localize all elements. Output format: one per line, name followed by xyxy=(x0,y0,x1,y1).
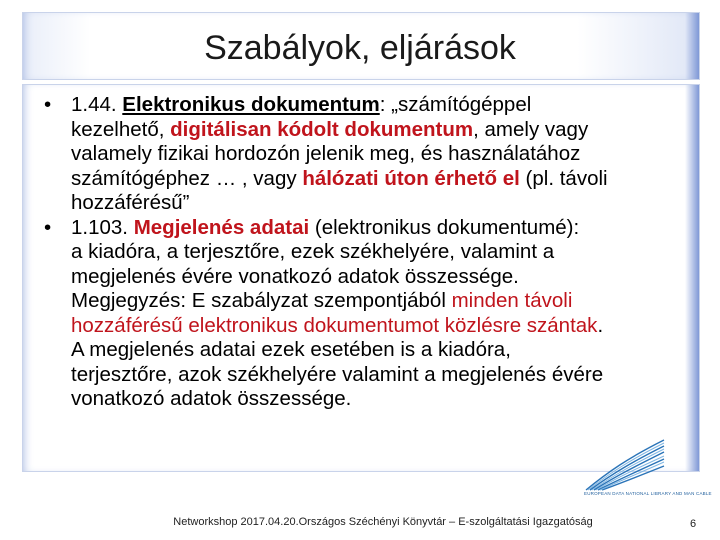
text-line xyxy=(71,314,700,339)
text-line xyxy=(71,93,700,118)
text-span: 1.103. xyxy=(71,215,134,239)
highlight-network-access: hálózati úton érhető el xyxy=(302,166,520,190)
text-line xyxy=(71,167,700,192)
slide-footer: Networkshop 2017.04.20.Országos Széchényi Könyvtár – E-szolgáltatási Igazgatóság xyxy=(173,516,593,528)
text-line: a kiadóra, a terjesztőre, ezek székhelyére, valamint a xyxy=(71,240,555,263)
text-line: terjesztőre, azok székhelyére valamint a megjelenés évére xyxy=(71,362,604,386)
text-line: hozzáférésű” xyxy=(71,191,190,214)
highlight-digitally-coded: digitálisan kódolt dokumentum xyxy=(170,117,474,141)
bullet-marker: • xyxy=(44,215,52,239)
term-electronic-document: Elektronikus dokumentum xyxy=(122,93,380,116)
text-span: (pl. távoli xyxy=(519,166,608,190)
text-span: kezelhető, xyxy=(71,117,171,141)
text-line: vonatkozó adatok összessége. xyxy=(71,387,352,410)
text-span: (elektronikus dokumentumé): xyxy=(309,215,580,239)
text-span: számítógéphez … , vagy xyxy=(71,166,303,190)
bullet-list xyxy=(0,93,700,412)
page-number: 6 xyxy=(690,518,697,530)
text-line xyxy=(71,118,700,143)
text-span: . xyxy=(597,313,604,337)
text-line: valamely fizikai hordozón jelenik meg, és használatához xyxy=(71,142,581,165)
text-span: : „számítógéppel xyxy=(379,93,532,116)
logo-caption: EUROPEAN DATA NATIONAL LIBRARY AND MAN CABLE xyxy=(584,491,712,496)
text-span: , amely vagy xyxy=(473,117,589,141)
slide-title: Szabályok, eljárások xyxy=(204,29,516,67)
highlight-publication-data: Megjelenés adatai xyxy=(133,215,310,239)
highlight-remote-access: minden távoli xyxy=(451,289,573,312)
text-line: A megjelenés adatai ezek esetében is a kiadóra, xyxy=(71,338,511,361)
bullet-item-1 xyxy=(0,93,700,216)
wave-logo-icon xyxy=(578,432,668,496)
bullet-marker: • xyxy=(44,93,52,116)
text-line xyxy=(71,289,700,314)
bullet-item-2 xyxy=(0,216,700,412)
text-line xyxy=(71,216,700,241)
text-span: 1.44. xyxy=(71,93,123,116)
highlight-intended-publication: hozzáférésű elektronikus dokumentumot közlésre szántak xyxy=(71,313,598,337)
text-line: megjelenés évére vonatkozó adatok összessége. xyxy=(71,264,519,288)
text-span: Megjegyzés: E szabályzat szempontjából xyxy=(71,289,452,312)
